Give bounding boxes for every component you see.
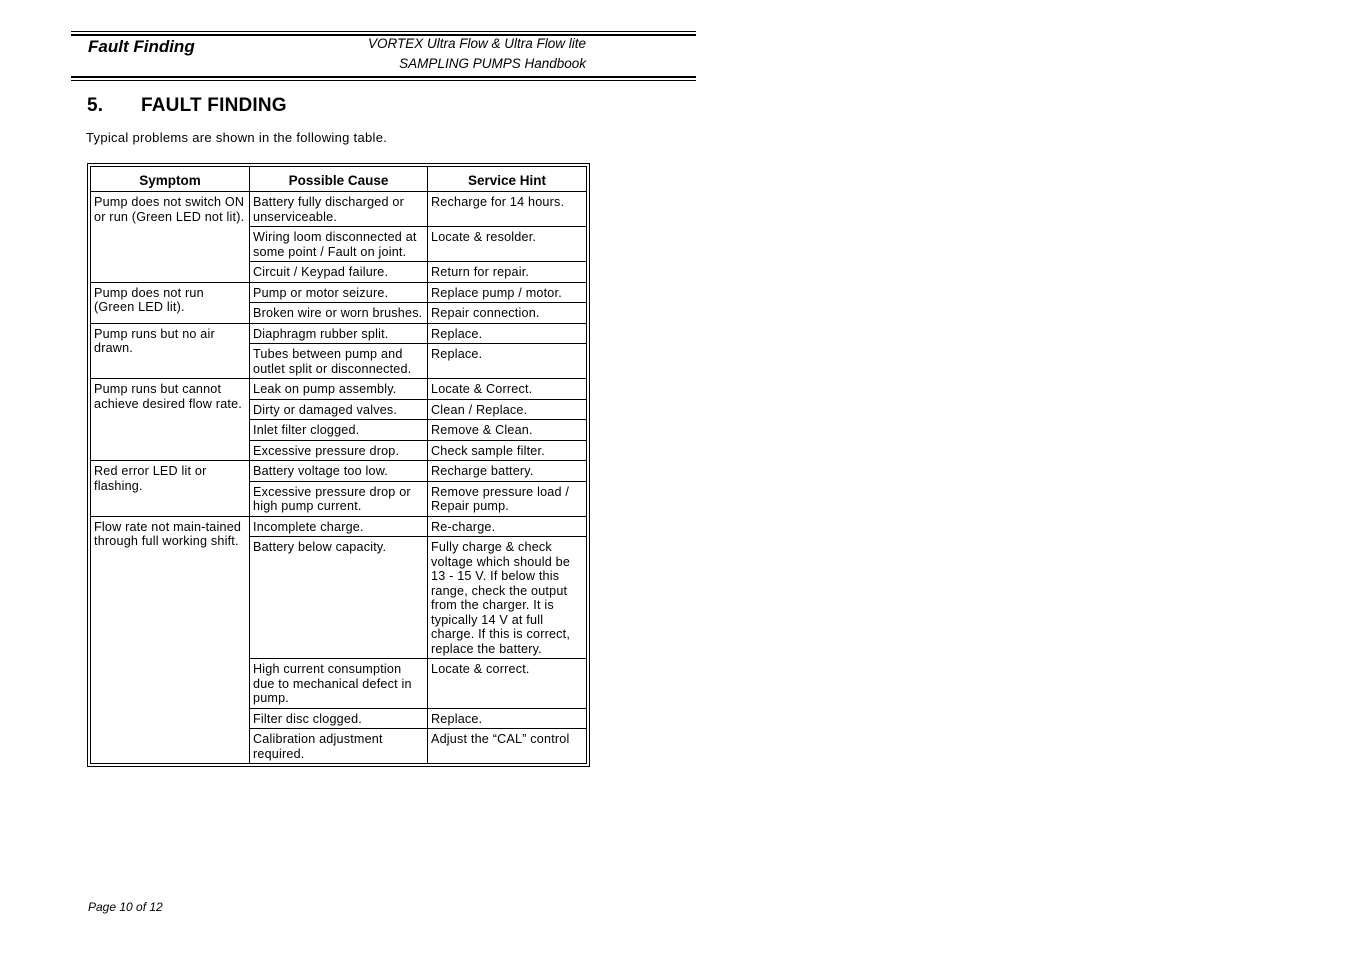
header-handbook-title: SAMPLING PUMPS Handbook — [399, 56, 586, 71]
cause-cell: Wiring loom disconnected at some point / Fault on joint. — [250, 227, 428, 262]
hint-cell: Locate & correct. — [428, 659, 587, 709]
cause-cell: Broken wire or worn brushes. — [250, 303, 428, 324]
fault-table — [90, 166, 587, 764]
header-top-rule-thin — [71, 31, 696, 32]
table-header-row — [91, 167, 587, 192]
hint-cell: Return for repair. — [428, 262, 587, 283]
hint-cell: Recharge battery. — [428, 461, 587, 482]
table-row — [91, 379, 587, 400]
cause-cell: Incomplete charge. — [250, 516, 428, 537]
cause-cell: Leak on pump assembly. — [250, 379, 428, 400]
table-row — [91, 461, 587, 482]
cause-cell: Diaphragm rubber split. — [250, 323, 428, 344]
hint-cell: Replace. — [428, 323, 587, 344]
table-row — [91, 282, 587, 303]
section-title-text: FAULT FINDING — [141, 95, 287, 116]
hint-cell: Re-charge. — [428, 516, 587, 537]
hint-cell: Remove & Clean. — [428, 420, 587, 441]
symptom-cell: Pump does not switch ON or run (Green LED not lit). — [91, 192, 250, 283]
page-title — [87, 95, 287, 117]
hint-cell: Replace. — [428, 344, 587, 379]
header-bottom-rule-thick — [71, 76, 696, 78]
header-bottom-rule-thin — [71, 80, 696, 81]
hint-cell: Remove pressure load / Repair pump. — [428, 481, 587, 516]
hint-cell: Repair connection. — [428, 303, 587, 324]
hint-cell: Replace. — [428, 708, 587, 729]
cause-cell: Dirty or damaged valves. — [250, 399, 428, 420]
table-row — [91, 323, 587, 344]
header-document-title — [300, 34, 586, 74]
header-section-label: Fault Finding — [88, 37, 195, 56]
symptom-cell: Flow rate not main-tained through full working shift. — [91, 516, 250, 764]
cause-cell: Battery fully discharged or unserviceable. — [250, 192, 428, 227]
symptom-cell: Red error LED lit or flashing. — [91, 461, 250, 517]
hint-cell: Adjust the “CAL” control — [428, 729, 587, 764]
cause-cell: Excessive pressure drop. — [250, 440, 428, 461]
fault-table-frame — [87, 163, 590, 767]
cause-cell: Tubes between pump and outlet split or disconnected. — [250, 344, 428, 379]
section-number: 5. — [87, 95, 104, 116]
cause-cell: Pump or motor seizure. — [250, 282, 428, 303]
cause-cell: Circuit / Keypad failure. — [250, 262, 428, 283]
header-product-line: VORTEX Ultra Flow & Ultra Flow lite — [367, 36, 586, 51]
symptom-cell: Pump runs but cannot achieve desired flow rate. — [91, 379, 250, 461]
page-number: Page 10 of 12 — [88, 900, 163, 914]
intro-text: Typical problems are shown in the following table. — [86, 130, 388, 145]
hint-cell: Clean / Replace. — [428, 399, 587, 420]
hint-cell: Check sample filter. — [428, 440, 587, 461]
hint-cell: Locate & Correct. — [428, 379, 587, 400]
symptom-cell: Pump does not run (Green LED lit). — [91, 282, 250, 323]
hint-cell: Recharge for 14 hours. — [428, 192, 587, 227]
header-service-hint: Service Hint — [428, 167, 587, 192]
cause-cell: Battery voltage too low. — [250, 461, 428, 482]
cause-cell: Battery below capacity. — [250, 537, 428, 659]
hint-cell: Locate & resolder. — [428, 227, 587, 262]
hint-cell: Replace pump / motor. — [428, 282, 587, 303]
cause-cell: Excessive pressure drop or high pump current. — [250, 481, 428, 516]
header-symptom: Symptom — [91, 167, 250, 192]
table-row — [91, 516, 587, 537]
hint-cell: Fully charge & check voltage which should be 13 - 15 V. If below this range, check the output from the charger. It is typically 14 V at full charge. If this is correct, replace the battery. — [428, 537, 587, 659]
cause-cell: Inlet filter clogged. — [250, 420, 428, 441]
header-possible-cause: Possible Cause — [250, 167, 428, 192]
table-row — [91, 192, 587, 227]
cause-cell: Calibration adjustment required. — [250, 729, 428, 764]
cause-cell: Filter disc clogged. — [250, 708, 428, 729]
symptom-cell: Pump runs but no air drawn. — [91, 323, 250, 379]
cause-cell: High current consumption due to mechanical defect in pump. — [250, 659, 428, 709]
